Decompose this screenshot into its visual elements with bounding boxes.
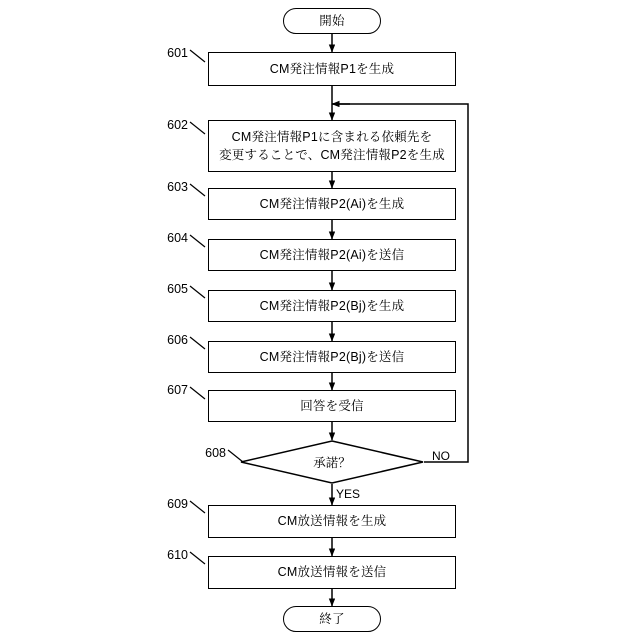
node-601	[208, 52, 456, 86]
step-number-610: 610	[167, 548, 188, 562]
node-609	[208, 505, 456, 538]
edge-label-yes: YES	[336, 487, 361, 501]
node-603	[208, 188, 456, 220]
node-608	[240, 440, 424, 484]
step-number-608: 608	[205, 446, 226, 460]
node-601-label: CM発注情報P1を生成	[269, 61, 395, 76]
node-604	[208, 239, 456, 271]
step-number-609: 609	[167, 497, 188, 511]
node-603-label: CM発注情報P2(Ai)を生成	[259, 196, 405, 211]
node-606-label: CM発注情報P2(Bj)を送信	[259, 349, 405, 364]
step-number-607: 607	[167, 383, 188, 397]
node-607-label: 回答を受信	[300, 398, 364, 413]
node-end	[283, 606, 381, 632]
node-607	[208, 390, 456, 422]
node-610-label: CM放送情報を送信	[277, 565, 387, 580]
node-608-label: 承諾？	[313, 456, 351, 470]
node-602-label-line2: 変更することで、CM発注情報P2を生成	[219, 148, 445, 162]
step-number-601: 601	[167, 46, 188, 60]
node-start-label: 開始	[319, 13, 345, 28]
node-604-label: CM発注情報P2(Ai)を送信	[259, 247, 405, 262]
node-605-label: CM発注情報P2(Bj)を生成	[259, 298, 405, 313]
node-start	[283, 8, 381, 34]
edge-label-no: NO	[432, 449, 450, 463]
node-602	[208, 120, 456, 172]
step-number-606: 606	[167, 333, 188, 347]
node-605	[208, 290, 456, 322]
step-number-605: 605	[167, 282, 188, 296]
node-602-label-line1: CM発注情報P1に含まれる依頼先を	[231, 129, 433, 144]
node-609-label: CM放送情報を生成	[277, 514, 387, 529]
node-end-label: 終了	[319, 611, 345, 626]
node-610	[208, 556, 456, 589]
step-number-603: 603	[167, 180, 188, 194]
step-number-602: 602	[167, 118, 188, 132]
node-606	[208, 341, 456, 373]
step-number-604: 604	[167, 231, 188, 245]
